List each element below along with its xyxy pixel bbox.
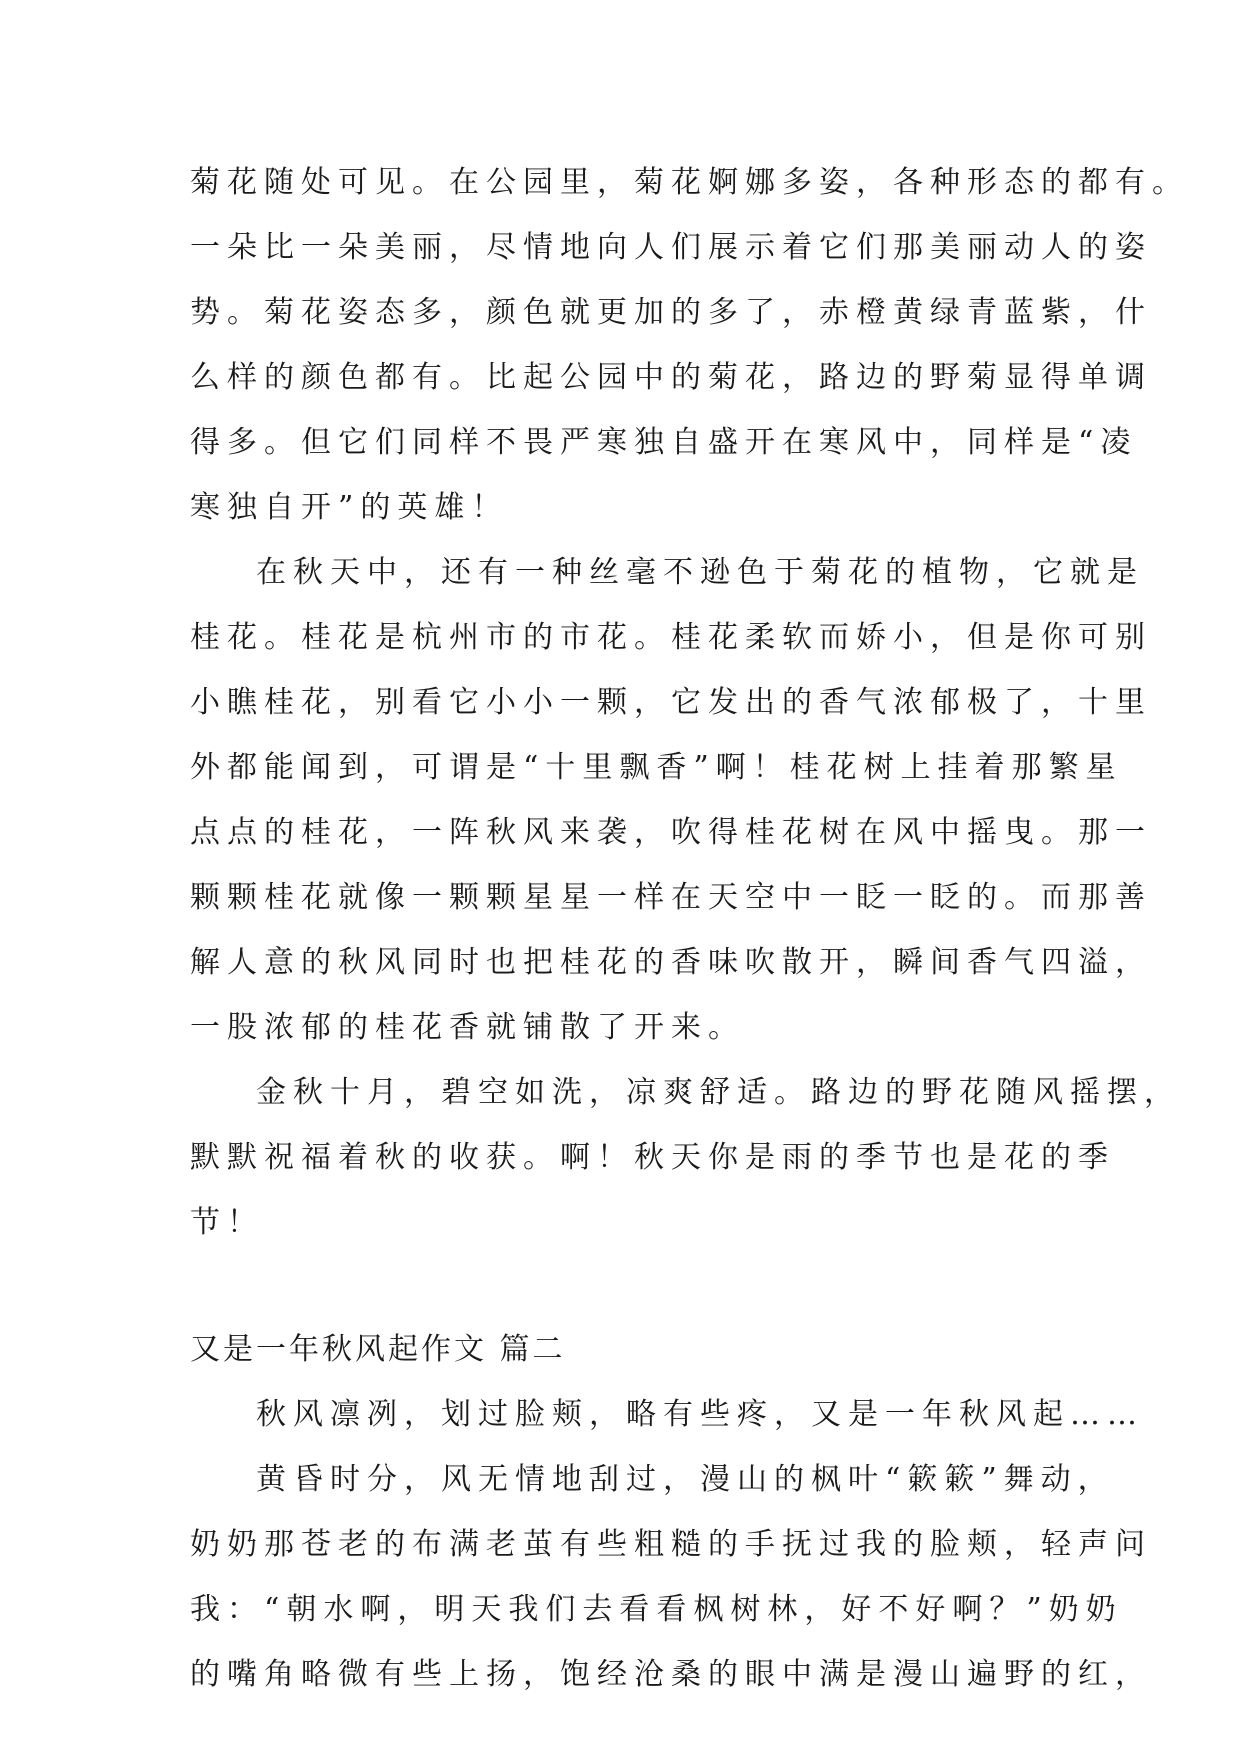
paragraph-chrysanthemum (190, 150, 1189, 540)
text-line: 黄昏时分，风无情地刮过，漫山的枫叶“簌簌”舞动， (256, 1462, 1115, 1497)
paragraph-osmanthus (190, 540, 1152, 1060)
text-line: 颗颗桂花就像一颗颗星星一样在天空中一眨一眨的。而那善 (190, 880, 1152, 915)
text-line: 么样的颜色都有。比起公园中的菊花，路边的野菊显得单调 (190, 360, 1152, 395)
text-line: 秋风凛冽，划过脸颊，略有些疼，又是一年秋风起…… (256, 1397, 1144, 1432)
text-line: 在秋天中，还有一种丝毫不逊色于菊花的植物，它就是 (256, 555, 1144, 590)
text-line: 奶奶那苍老的布满老茧有些粗糙的手抚过我的脸颊，轻声问 (190, 1527, 1152, 1562)
text-line: 点点的桂花，一阵秋风来袭，吹得桂花树在风中摇曳。那一 (190, 815, 1152, 850)
text-line: 一朵比一朵美丽，尽情地向人们展示着它们那美丽动人的姿 (190, 230, 1152, 265)
paragraph-golden-autumn (190, 1060, 1181, 1255)
text-line: 小瞧桂花，别看它小小一颗，它发出的香气浓郁极了，十里 (190, 685, 1152, 720)
text-line: 势。菊花姿态多，颜色就更加的多了，赤橙黄绿青蓝紫，什 (190, 295, 1152, 330)
section-spacer (190, 1255, 1052, 1317)
section-heading: 又是一年秋风起作文 篇二 (190, 1332, 566, 1367)
text-line: 的嘴角略微有些上扬，饱经沧桑的眼中满是漫山遍野的红， (190, 1657, 1152, 1692)
text-line: 我：“朝水啊，明天我们去看看枫树林，好不好啊？”奶奶 (190, 1592, 1123, 1627)
text-line: 一股浓郁的桂花香就铺散了开来。 (190, 1010, 745, 1045)
text-line: 外都能闻到，可谓是“十里飘香”啊！桂花树上挂着那繁星 (190, 750, 1123, 785)
paragraph-grandmother (190, 1447, 1152, 1707)
text-line: 节！ (190, 1205, 264, 1240)
text-line: 金秋十月，碧空如洗，凉爽舒适。路边的野花随风摇摆， (256, 1075, 1181, 1110)
text-line: 解人意的秋风同时也把桂花的香味吹散开，瞬间香气四溢， (190, 945, 1152, 980)
document-page (190, 150, 1189, 1707)
text-line: 得多。但它们同样不畏严寒独自盛开在寒风中，同样是“凌 (190, 425, 1138, 460)
paragraph-autumn-wind (190, 1382, 1144, 1447)
text-line: 桂花。桂花是杭州市的市花。桂花柔软而娇小，但是你可别 (190, 620, 1152, 655)
text-line: 菊花随处可见。在公园里，菊花婀娜多姿，各种形态的都有。 (190, 165, 1189, 200)
text-line: 默默祝福着秋的收获。啊！秋天你是雨的季节也是花的季 (190, 1140, 1115, 1175)
text-line: 寒独自开”的英雄！ (190, 490, 509, 525)
